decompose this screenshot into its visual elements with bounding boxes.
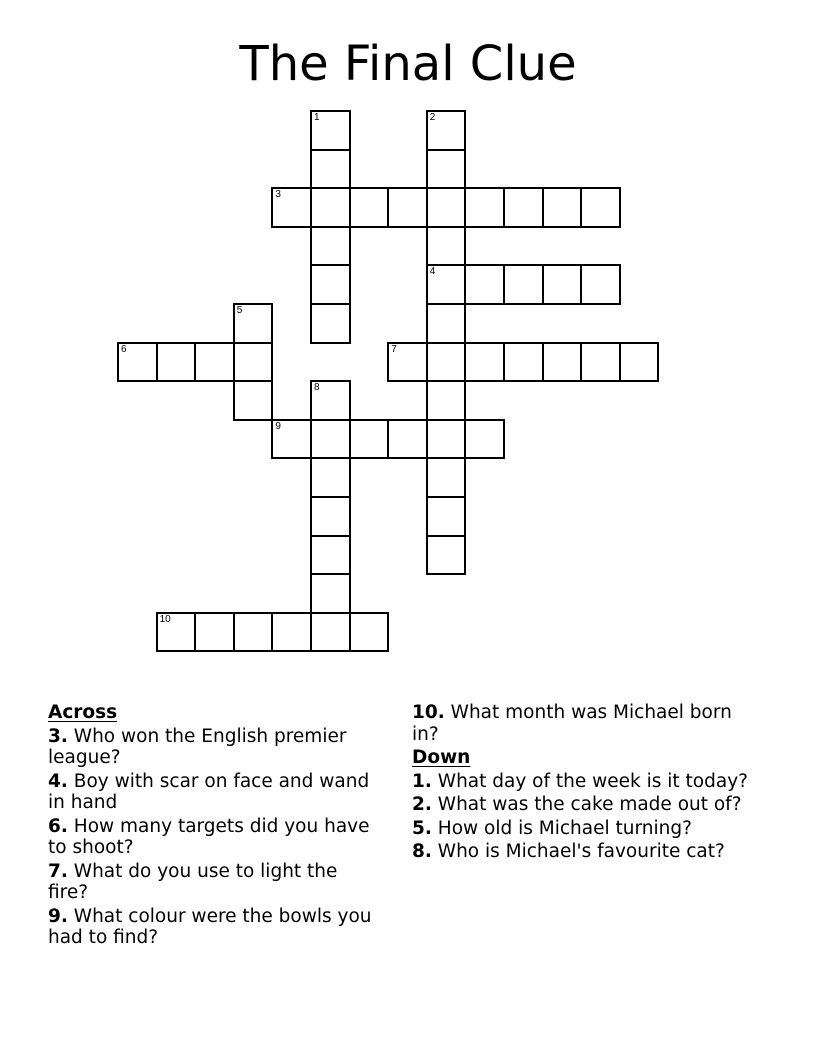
grid-cell[interactable] xyxy=(503,187,544,228)
clue-down-1 xyxy=(412,771,762,793)
cell-number: 10 xyxy=(159,613,171,625)
grid-cell[interactable] xyxy=(233,380,274,421)
grid-cell[interactable] xyxy=(426,419,467,460)
grid-cell[interactable] xyxy=(310,110,351,151)
cell-number: 5 xyxy=(236,305,243,316)
clue-text: What was the cake made out of? xyxy=(431,794,742,815)
grid-cell[interactable] xyxy=(310,612,351,653)
grid-cell[interactable] xyxy=(580,342,621,383)
grid-cell[interactable] xyxy=(310,457,351,498)
cell-number: 3 xyxy=(275,189,281,201)
clue-text: How old is Michael turning? xyxy=(431,817,692,839)
cell-number: 4 xyxy=(429,266,436,278)
puzzle-title: The Final Clue xyxy=(239,36,577,92)
cell-number: 7 xyxy=(391,343,397,355)
cell-number: 8 xyxy=(314,382,320,394)
clue-number: 6. xyxy=(48,815,68,837)
grid-cell[interactable] xyxy=(271,612,312,653)
down-heading: Down xyxy=(412,747,471,768)
grid-cell[interactable] xyxy=(233,342,274,383)
clue-number: 9. xyxy=(48,905,68,927)
grid-cell[interactable] xyxy=(426,110,467,151)
clue-number: 10. xyxy=(412,702,445,723)
cell-number: 2 xyxy=(429,112,436,123)
grid-cell[interactable] xyxy=(580,264,621,305)
grid-cell[interactable] xyxy=(426,380,467,421)
clue-number: 7. xyxy=(48,860,68,882)
grid-cell[interactable] xyxy=(426,149,467,190)
grid-cell[interactable] xyxy=(310,149,351,190)
grid-cell[interactable] xyxy=(464,342,505,383)
grid-cell[interactable] xyxy=(271,419,312,460)
clue-number: 1. xyxy=(412,770,432,792)
clue-across-3 xyxy=(48,726,378,769)
grid-cell[interactable] xyxy=(310,226,351,267)
clue-across-4 xyxy=(48,771,378,814)
clue-number: 5. xyxy=(412,817,432,839)
clue-text: Boy with scar on face and wand in hand xyxy=(48,770,370,813)
grid-cell[interactable] xyxy=(426,457,467,498)
grid-cell[interactable] xyxy=(426,342,467,383)
cell-number: 1 xyxy=(314,112,320,123)
cell-number: 6 xyxy=(121,343,127,355)
grid-cell[interactable] xyxy=(464,419,505,460)
grid-cell[interactable] xyxy=(194,342,235,383)
grid-cell[interactable] xyxy=(271,187,312,228)
clue-number: 2. xyxy=(412,794,432,815)
clue-text: What do you use to light the fire? xyxy=(48,860,338,903)
grid-cell[interactable] xyxy=(542,187,583,228)
clue-across-10 xyxy=(412,702,762,745)
grid-cell[interactable] xyxy=(426,187,467,228)
clue-across-6 xyxy=(48,816,378,859)
clue-across-7 xyxy=(48,861,378,904)
cell-number: 9 xyxy=(275,420,281,432)
grid-cell[interactable] xyxy=(349,419,390,460)
clue-down-8 xyxy=(412,841,762,863)
clues-right-column xyxy=(412,702,762,865)
clue-text: What colour were the bowls you had to find? xyxy=(48,905,372,948)
grid-cell[interactable] xyxy=(310,419,351,460)
grid-cell[interactable] xyxy=(233,612,274,653)
clue-text: What month was Michael born in? xyxy=(412,702,732,745)
grid-cell[interactable] xyxy=(426,303,467,344)
grid-cell[interactable] xyxy=(503,264,544,305)
grid-cell[interactable] xyxy=(503,342,544,383)
grid-cell[interactable] xyxy=(426,496,467,537)
grid-cell[interactable] xyxy=(426,535,467,576)
grid-cell[interactable] xyxy=(117,342,158,383)
grid-cell[interactable] xyxy=(387,342,428,383)
grid-cell[interactable] xyxy=(310,187,351,228)
grid-cell[interactable] xyxy=(349,187,390,228)
grid-cell[interactable] xyxy=(349,612,390,653)
grid-cell[interactable] xyxy=(619,342,660,383)
clue-number: 3. xyxy=(48,725,68,747)
clue-text: What day of the week is it today? xyxy=(431,770,748,792)
grid-cell[interactable] xyxy=(464,264,505,305)
grid-cell[interactable] xyxy=(156,612,197,653)
grid-cell[interactable] xyxy=(310,380,351,421)
grid-cell[interactable] xyxy=(310,573,351,614)
grid-cell[interactable] xyxy=(233,303,274,344)
grid-cell[interactable] xyxy=(464,187,505,228)
grid-cell[interactable] xyxy=(426,226,467,267)
clue-across-9 xyxy=(48,906,378,949)
grid-cell[interactable] xyxy=(542,342,583,383)
grid-cell[interactable] xyxy=(387,419,428,460)
grid-cell[interactable] xyxy=(387,187,428,228)
grid-cell[interactable] xyxy=(310,303,351,344)
clue-down-5 xyxy=(412,818,762,840)
clue-number: 8. xyxy=(412,841,432,862)
grid-cell[interactable] xyxy=(310,496,351,537)
clue-number: 4. xyxy=(48,770,68,792)
grid-cell[interactable] xyxy=(156,342,197,383)
clue-text: Who is Michael's favourite cat? xyxy=(431,841,725,862)
clue-text: Who won the English premier league? xyxy=(48,725,347,768)
grid-cell[interactable] xyxy=(194,612,235,653)
grid-cell[interactable] xyxy=(310,264,351,305)
clue-down-2 xyxy=(412,794,762,816)
grid-cell[interactable] xyxy=(310,535,351,576)
grid-cell[interactable] xyxy=(426,264,467,305)
clue-text: How many targets did you have to shoot? xyxy=(48,815,370,858)
grid-cell[interactable] xyxy=(542,264,583,305)
across-heading: Across xyxy=(48,702,118,723)
clues-left-column xyxy=(48,702,378,951)
grid-cell[interactable] xyxy=(580,187,621,228)
